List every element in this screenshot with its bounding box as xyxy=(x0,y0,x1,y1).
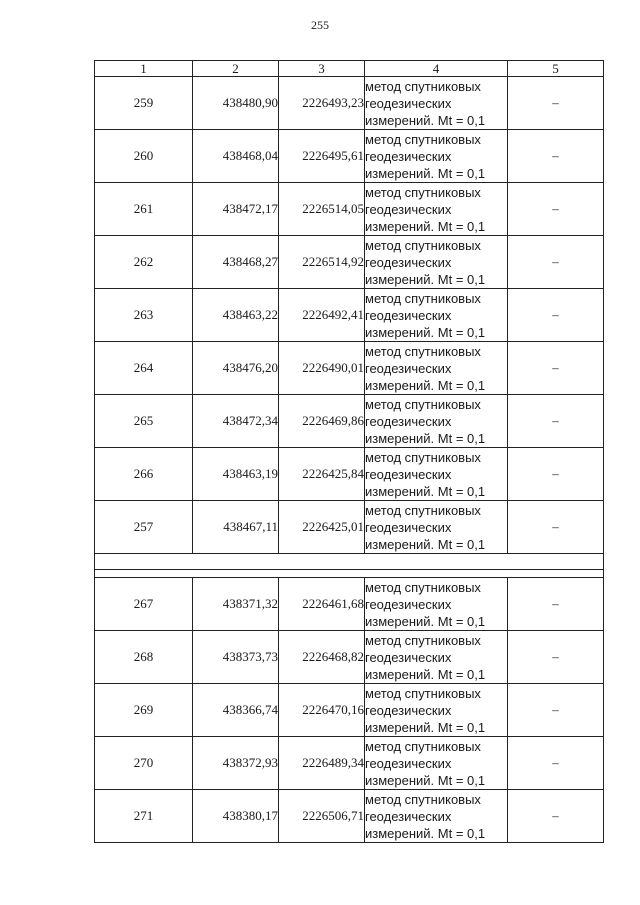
point-number-cell: 266 xyxy=(95,448,193,501)
coordinate-x-cell: 438480,90 xyxy=(193,77,279,130)
method-line: измерений. Mt = 0,1 xyxy=(365,430,486,446)
table-row xyxy=(95,342,604,395)
column-header-5: 5 xyxy=(508,61,604,77)
method-line: геодезических xyxy=(365,519,452,535)
note-cell: – xyxy=(508,684,604,737)
coordinate-x-cell: 438373,73 xyxy=(193,631,279,684)
method-line: метод спутниковых xyxy=(365,632,481,648)
method-line: метод спутниковых xyxy=(365,78,481,94)
method-line: геодезических xyxy=(365,360,452,376)
method-cell xyxy=(365,236,508,289)
method-line: измерений. Mt = 0,1 xyxy=(365,825,486,841)
method-line: геодезических xyxy=(365,254,452,270)
coordinate-y-cell: 2226470,16 xyxy=(279,684,365,737)
table-row xyxy=(95,289,604,342)
gap-row xyxy=(95,570,604,578)
method-line: геодезических xyxy=(365,95,452,111)
table-row xyxy=(95,501,604,554)
point-number-cell: 260 xyxy=(95,130,193,183)
coordinate-x-cell: 438371,32 xyxy=(193,578,279,631)
coordinate-x-cell: 438468,04 xyxy=(193,130,279,183)
note-cell: – xyxy=(508,77,604,130)
table-row xyxy=(95,790,604,843)
note-cell: – xyxy=(508,183,604,236)
method-cell xyxy=(365,790,508,843)
coordinate-x-cell: 438472,17 xyxy=(193,183,279,236)
method-line: измерений. Mt = 0,1 xyxy=(365,719,486,735)
coordinate-x-cell: 438468,27 xyxy=(193,236,279,289)
method-line: метод спутниковых xyxy=(365,184,481,200)
method-line: измерений. Mt = 0,1 xyxy=(365,613,486,629)
note-cell: – xyxy=(508,737,604,790)
method-line: геодезических xyxy=(365,649,452,665)
method-line: метод спутниковых xyxy=(365,449,481,465)
method-cell xyxy=(365,737,508,790)
page-number: 255 xyxy=(311,18,329,32)
note-cell: – xyxy=(508,236,604,289)
method-line: геодезических xyxy=(365,808,452,824)
method-line: измерений. Mt = 0,1 xyxy=(365,666,486,682)
coordinates-table xyxy=(94,60,604,843)
table-row xyxy=(95,77,604,130)
method-cell xyxy=(365,77,508,130)
coordinate-y-cell: 2226425,84 xyxy=(279,448,365,501)
method-cell xyxy=(365,501,508,554)
table-row xyxy=(95,631,604,684)
table-row xyxy=(95,448,604,501)
coordinate-y-cell: 2226425,01 xyxy=(279,501,365,554)
method-line: геодезических xyxy=(365,307,452,323)
point-number-cell: 257 xyxy=(95,501,193,554)
blank-cell xyxy=(95,554,604,570)
method-line: геодезических xyxy=(365,596,452,612)
note-cell: – xyxy=(508,631,604,684)
method-line: метод спутниковых xyxy=(365,131,481,147)
note-cell: – xyxy=(508,395,604,448)
table-row xyxy=(95,183,604,236)
coordinate-y-cell: 2226506,71 xyxy=(279,790,365,843)
point-number-cell: 265 xyxy=(95,395,193,448)
method-line: метод спутниковых xyxy=(365,685,481,701)
method-line: измерений. Mt = 0,1 xyxy=(365,772,486,788)
method-line: геодезических xyxy=(365,755,452,771)
method-line: метод спутниковых xyxy=(365,237,481,253)
method-line: измерений. Mt = 0,1 xyxy=(365,483,486,499)
method-cell xyxy=(365,578,508,631)
point-number-cell: 268 xyxy=(95,631,193,684)
coordinate-x-cell: 438372,93 xyxy=(193,737,279,790)
column-header-1: 1 xyxy=(95,61,193,77)
coordinate-x-cell: 438380,17 xyxy=(193,790,279,843)
method-line: геодезических xyxy=(365,201,452,217)
method-line: метод спутниковых xyxy=(365,738,481,754)
note-cell: – xyxy=(508,790,604,843)
table-row xyxy=(95,395,604,448)
coordinate-y-cell: 2226514,92 xyxy=(279,236,365,289)
point-number-cell: 269 xyxy=(95,684,193,737)
point-number-cell: 264 xyxy=(95,342,193,395)
gap-cell xyxy=(95,570,604,578)
method-line: метод спутниковых xyxy=(365,502,481,518)
coordinate-y-cell: 2226495,61 xyxy=(279,130,365,183)
method-line: измерений. Mt = 0,1 xyxy=(365,271,486,287)
method-line: измерений. Mt = 0,1 xyxy=(365,218,486,234)
coordinate-y-cell: 2226490,01 xyxy=(279,342,365,395)
point-number-cell: 263 xyxy=(95,289,193,342)
method-line: геодезических xyxy=(365,466,452,482)
note-cell: – xyxy=(508,342,604,395)
note-cell: – xyxy=(508,578,604,631)
method-cell xyxy=(365,289,508,342)
blank-row xyxy=(95,554,604,570)
method-line: измерений. Mt = 0,1 xyxy=(365,112,486,128)
table-row xyxy=(95,236,604,289)
coordinate-y-cell: 2226468,82 xyxy=(279,631,365,684)
method-cell xyxy=(365,130,508,183)
point-number-cell: 261 xyxy=(95,183,193,236)
method-line: измерений. Mt = 0,1 xyxy=(365,165,486,181)
coordinate-x-cell: 438463,19 xyxy=(193,448,279,501)
method-line: метод спутниковых xyxy=(365,791,481,807)
point-number-cell: 270 xyxy=(95,737,193,790)
method-cell xyxy=(365,684,508,737)
method-line: геодезических xyxy=(365,702,452,718)
coordinate-x-cell: 438366,74 xyxy=(193,684,279,737)
coordinate-x-cell: 438472,34 xyxy=(193,395,279,448)
method-line: метод спутниковых xyxy=(365,579,481,595)
coordinate-y-cell: 2226493,23 xyxy=(279,77,365,130)
note-cell: – xyxy=(508,130,604,183)
table-row xyxy=(95,684,604,737)
method-line: метод спутниковых xyxy=(365,396,481,412)
table-row xyxy=(95,737,604,790)
method-cell xyxy=(365,342,508,395)
note-cell: – xyxy=(508,501,604,554)
header-row xyxy=(95,61,604,77)
coordinate-x-cell: 438463,22 xyxy=(193,289,279,342)
point-number-cell: 262 xyxy=(95,236,193,289)
section-separator xyxy=(95,554,604,578)
note-cell: – xyxy=(508,289,604,342)
table-row xyxy=(95,578,604,631)
table-body-group-1 xyxy=(95,77,604,554)
column-header-4: 4 xyxy=(365,61,508,77)
point-number-cell: 267 xyxy=(95,578,193,631)
coordinate-y-cell: 2226514,05 xyxy=(279,183,365,236)
coordinate-x-cell: 438476,20 xyxy=(193,342,279,395)
coordinate-x-cell: 438467,11 xyxy=(193,501,279,554)
method-line: измерений. Mt = 0,1 xyxy=(365,377,486,393)
table-body-group-2 xyxy=(95,578,604,843)
method-cell xyxy=(365,183,508,236)
point-number-cell: 271 xyxy=(95,790,193,843)
method-cell xyxy=(365,395,508,448)
coordinate-y-cell: 2226461,68 xyxy=(279,578,365,631)
coordinate-y-cell: 2226492,41 xyxy=(279,289,365,342)
coordinate-y-cell: 2226489,34 xyxy=(279,737,365,790)
point-number-cell: 259 xyxy=(95,77,193,130)
method-line: измерений. Mt = 0,1 xyxy=(365,536,486,552)
method-cell xyxy=(365,448,508,501)
table-row xyxy=(95,130,604,183)
method-line: геодезических xyxy=(365,148,452,164)
column-header-3: 3 xyxy=(279,61,365,77)
method-line: геодезических xyxy=(365,413,452,429)
method-line: измерений. Mt = 0,1 xyxy=(365,324,486,340)
method-cell xyxy=(365,631,508,684)
note-cell: – xyxy=(508,448,604,501)
method-line: метод спутниковых xyxy=(365,290,481,306)
coordinate-y-cell: 2226469,86 xyxy=(279,395,365,448)
method-line: метод спутниковых xyxy=(365,343,481,359)
column-header-2: 2 xyxy=(193,61,279,77)
